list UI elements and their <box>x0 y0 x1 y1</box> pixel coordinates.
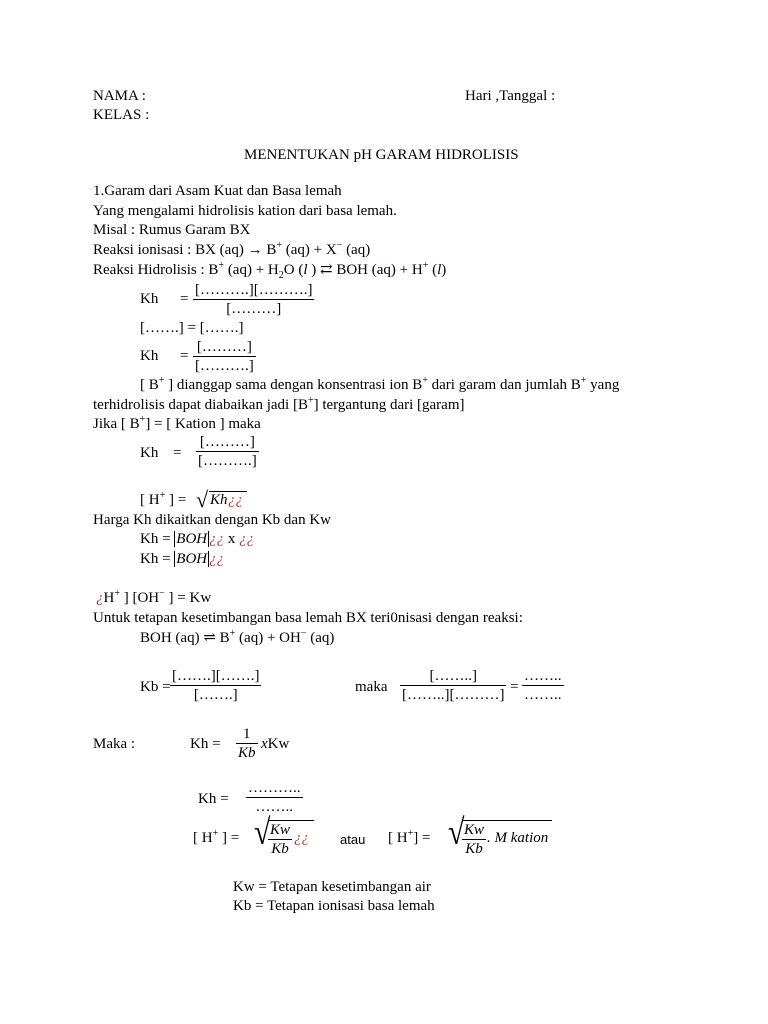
kh-fraction: [………] [……….] <box>198 434 257 469</box>
reaksi-hidrolisis: Reaksi Hidrolisis : B+ $(aq) + H_2O$ (l ) ⇄ BOH (aq) + H+ (l) <box>93 260 447 281</box>
equals-sign: = <box>510 679 519 695</box>
sqrt-kw-kb: √ Kw Kb ¿¿ <box>254 820 314 860</box>
kb-fraction: […….][…….] […….] <box>172 668 260 703</box>
equals-sign: = <box>180 348 189 364</box>
kh-label: Kh <box>140 348 159 364</box>
atau-label: atau <box>340 832 366 847</box>
equals-sign: = <box>173 445 182 461</box>
text-line: Harga Kh dikaitkan dengan Kb dan Kw <box>93 512 331 528</box>
result-fraction: …….. …….. <box>524 668 562 703</box>
kh-fraction: [………] [……….] <box>195 339 254 374</box>
page-title: MENENTUKAN pH GARAM HIDROLISIS <box>244 147 519 163</box>
hari-tanggal-label: Hari ,Tanggal : <box>465 88 556 104</box>
maka-fraction: [……..] [……..][………] <box>402 668 505 703</box>
text-line: Untuk tetapan kesetimbangan basa lemah BX teri0nisasi dengan reaksi: <box>93 610 523 626</box>
kh-fraction: ……….. …….. <box>248 780 301 815</box>
section-heading: 1.Garam dari Asam Kuat dan Basa lemah <box>93 183 342 199</box>
text-line: [ B+ ] dianggap sama dengan konsentrasi ion B+ dari garam dan jumlah B+ yang <box>140 375 620 393</box>
sqrt-expression: √ Kh ¿¿ <box>196 491 248 511</box>
h-plus-equation: [ H+ ] = <box>140 490 187 508</box>
nama-label: NAMA : <box>93 88 146 104</box>
h-plus-equation: [ H+] = <box>388 828 431 846</box>
reaksi-ionisasi: Reaksi ionisasi : BX (aq) → B+ (aq) + X− (aq) <box>93 240 371 258</box>
equals-sign: = <box>180 291 189 307</box>
kb-label: Kb = <box>140 679 171 695</box>
kh-boh-equation: Kh = BOH ¿¿ x ¿¿ <box>140 531 255 547</box>
one-over-kb-fraction: 1 Kb <box>238 726 256 761</box>
text-line: Jika [ B+] = [ Kation ] maka <box>93 414 261 432</box>
kelas-label: KELAS : <box>93 107 150 123</box>
kh-label: Kh <box>140 445 159 461</box>
boh-reaction: BOH (aq) ⇌ B+ (aq) + OH− (aq) <box>140 628 335 646</box>
kh-label: Kh <box>140 291 159 307</box>
xkw-term: xKw <box>261 736 290 752</box>
maka-label: maka <box>355 679 388 695</box>
kh-label: Kh = <box>198 791 229 807</box>
kh-label: Kh = <box>190 736 221 752</box>
bracket-equation: […….] = […….] <box>140 320 244 336</box>
kw-equation: ¿H+ ] [OH− ] = Kw <box>96 588 212 606</box>
sqrt-kw-kb-mkation: √ Kw Kb . M kation <box>448 820 552 860</box>
definition-kw: Kw = Tetapan kesetimbangan air <box>233 879 431 895</box>
text-line: Yang mengalami hidrolisis kation dari basa lemah. <box>93 203 397 219</box>
h-plus-equation: [ H+ ] = <box>193 828 240 846</box>
text-line: terhidrolisis dapat diabaikan jadi [B+] tergantung dari [garam] <box>93 395 465 413</box>
kh-boh-equation: Kh = BOH ¿¿ <box>140 551 225 567</box>
maka-label: Maka : <box>93 736 136 752</box>
text-line: Misal : Rumus Garam BX <box>93 222 251 238</box>
definition-kb: Kb = Tetapan ionisasi basa lemah <box>233 898 435 914</box>
kh-fraction: [……….][……….] [………] <box>195 282 313 317</box>
